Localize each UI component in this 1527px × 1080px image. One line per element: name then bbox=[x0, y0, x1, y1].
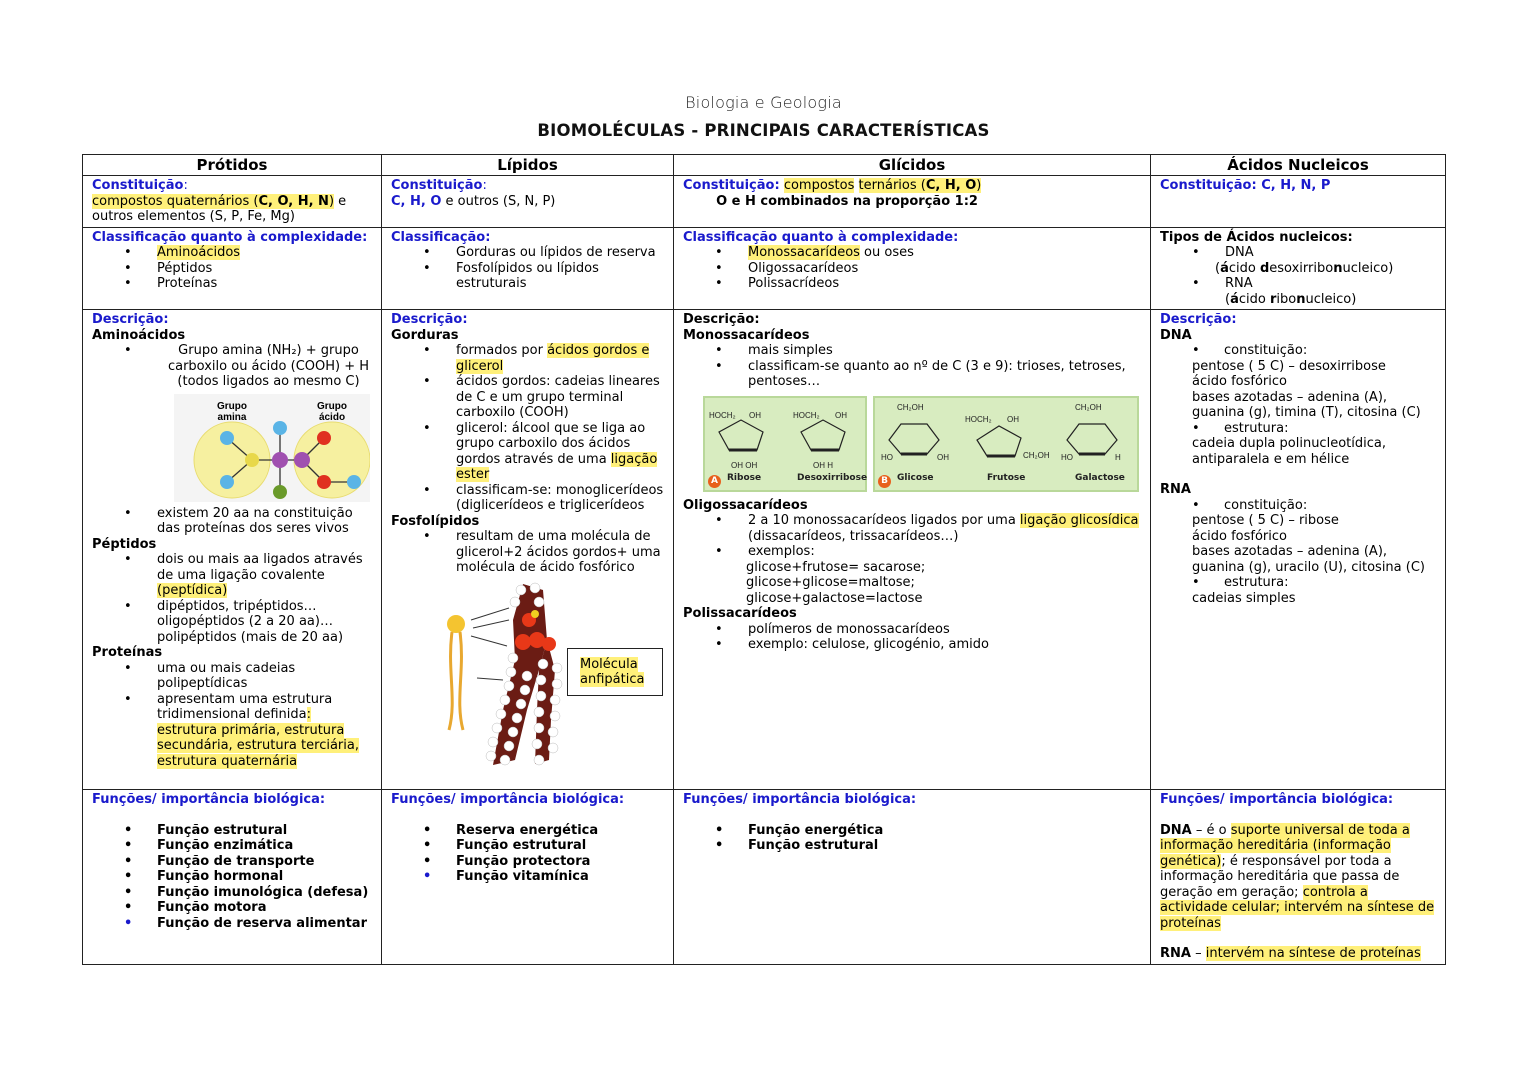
list-item: • mais simples bbox=[683, 343, 1141, 359]
subject-heading: Biologia e Geologia bbox=[685, 93, 842, 112]
glicidos-funcoes: Funções/ importância biológica: • Função energética • Função estrutural bbox=[674, 790, 1151, 965]
list-item: • Função de transporte bbox=[92, 854, 372, 870]
acidos-classificacao: Tipos de Ácidos nucleicos: • DNA (ácido desoxirribonucleico) • RNA (ácido ribonucleico) bbox=[1151, 227, 1446, 310]
svg-text:OH: OH bbox=[937, 452, 949, 462]
svg-text:HOCH₂: HOCH₂ bbox=[709, 410, 736, 420]
list-item: • exemplos: bbox=[683, 544, 1141, 560]
list-item: • glicerol: álcool que se liga ao grupo carboxilo dos ácidos gordos através de uma ligação ester bbox=[391, 421, 664, 483]
lipidos-constituicao: Constituição: C, H, O e outros (S, N, P) bbox=[382, 176, 674, 228]
list-item: • exemplo: celulose, glicogénio, amido bbox=[683, 637, 1141, 653]
list-item: • Função estrutural bbox=[391, 838, 664, 854]
list-item: • Oligossacarídeos bbox=[683, 261, 1141, 277]
svg-text:H: H bbox=[1115, 452, 1121, 462]
column-header-glicidos: Glícidos bbox=[674, 155, 1151, 176]
funcoes-row bbox=[83, 790, 1446, 965]
list-item: • 2 a 10 monossacarídeos ligados por uma ligação glicosídica (dissacarídeos, trissacarídeos…) bbox=[683, 513, 1141, 544]
glicidos-constituicao: Constituição: compostos ternários (C, H, O) O e H combinados na proporção 1:2 bbox=[674, 176, 1151, 228]
svg-text:ácido: ácido bbox=[318, 411, 346, 423]
list-item: • classificam-se quanto ao nº de C (3 e 9): trioses, tetroses, pentoses… bbox=[683, 359, 1141, 390]
list-item: • Função estrutural bbox=[92, 823, 372, 839]
svg-text:CH₂OH: CH₂OH bbox=[1023, 450, 1050, 460]
lipidos-funcoes: Funções/ importância biológica: • Reserva energética • Função estrutural • Função protectora • Função vitamínica bbox=[382, 790, 674, 965]
list-item: • existem 20 aa na constituição das proteínas dos seres vivos bbox=[92, 506, 372, 537]
list-item: • Grupo amina (NH₂) + grupo carboxilo ou ácido (COOH) + H (todos ligados ao mesmo C) bbox=[92, 343, 372, 390]
list-item: • formados por ácidos gordos e glicerol bbox=[391, 343, 664, 374]
svg-text:HO: HO bbox=[881, 452, 893, 462]
svg-text:OH: OH bbox=[835, 410, 847, 420]
list-item: • Função motora bbox=[92, 900, 372, 916]
descricao-row bbox=[83, 310, 1446, 790]
svg-text:CH₂OH: CH₂OH bbox=[897, 402, 924, 412]
svg-text:HO: HO bbox=[1061, 452, 1073, 462]
phospholipid-figure bbox=[391, 576, 664, 786]
list-item: • Função vitamínica bbox=[391, 869, 664, 885]
glicidos-classificacao: Classificação quanto à complexidade: • Monossacarídeos ou oses • Oligossacarídeos • Polissacrídeos bbox=[674, 227, 1151, 310]
amino-acid-structure-figure bbox=[174, 394, 370, 502]
list-item: • Aminoácidos bbox=[92, 245, 372, 261]
list-item: • Função de reserva alimentar bbox=[92, 916, 372, 932]
list-item: • DNA bbox=[1160, 245, 1436, 261]
svg-text:HOCH₂: HOCH₂ bbox=[965, 414, 992, 424]
list-item: • classificam-se: monoglicerídeos (diglicerídeos e triglicerídeos bbox=[391, 483, 664, 514]
hexoses-panel: CH₂OH HOCH₂ OH CH₂OH HO OH CH₂OH HO H B Glicose Frutose Galactose bbox=[873, 396, 1139, 492]
highlight: compostos quaternários (C, O, H, N) bbox=[92, 193, 335, 209]
list-item: • Gorduras ou lípidos de reserva bbox=[391, 245, 664, 261]
dna-function: DNA – é o suporte universal de toda a informação hereditária (informação genética); é responsável por toda a informação hereditária que passa de geração em geração; controla a actividade celular; intervém na síntese de proteínas bbox=[1160, 822, 1435, 931]
list-item: • Proteínas bbox=[92, 276, 372, 292]
protidos-funcoes: Funções/ importância biológica: • Função estrutural • Função enzimática • Função de transporte • Função hormonal • Função imunológica (defesa) • Função motora • Função de reserva alimentar bbox=[83, 790, 382, 965]
list-item: • uma ou mais cadeias polipeptídicas bbox=[92, 661, 372, 692]
dna-description: • constituição: pentose ( 5 C) – desoxirribose ácido fosfórico bases azotadas – adenina (A), guanina (g), timina (T), citosina (C) • estrutura: cadeia dupla polinucleotídica, antiparalela e em hélice bbox=[1192, 343, 1421, 467]
list-item: • Péptidos bbox=[92, 261, 372, 277]
page-title: BIOMOLÉCULAS - PRINCIPAIS CARACTERÍSTICAS bbox=[537, 121, 990, 140]
acidos-descricao: Descrição: DNA • constituição: pentose ( 5 C) – desoxirribose ácido fosfórico bases azotadas – adenina (A), guanina (g), timina (T), citosina (C) • estrutura: cadeia dupla polinucleotídica, antiparalela e em hélice RNA • constituição: pentose ( 5 C) – ribose ácido fosfórico bases azotadas – adenina (A), guanina (g), uracilo (U), citosina (C) • estrutura: cadeias simples bbox=[1151, 310, 1446, 790]
svg-text:amina: amina bbox=[217, 411, 247, 423]
svg-text:OH OH: OH OH bbox=[731, 460, 758, 470]
column-header-lipidos: Lípidos bbox=[382, 155, 674, 176]
list-item: • Função estrutural bbox=[683, 838, 1141, 854]
biomolecules-table bbox=[82, 154, 1446, 965]
list-item: • Monossacarídeos ou oses bbox=[683, 245, 1141, 261]
monosaccharide-structures-figure bbox=[703, 396, 1141, 492]
list-item: • dois ou mais aa ligados através de uma ligação covalente (peptídica) bbox=[92, 552, 372, 599]
acidos-constituicao: Constituição: C, H, N, P bbox=[1151, 176, 1446, 228]
header-row bbox=[83, 155, 1446, 176]
list-item: • RNA bbox=[1160, 276, 1436, 292]
list-item: • ácidos gordos: cadeias lineares de C e um grupo terminal carboxilo (COOH) bbox=[391, 374, 664, 421]
protidos-descricao: Descrição: Aminoácidos • Grupo amina (NH₂) + grupo carboxilo ou ácido (COOH) + H (todos ligados ao mesmo C) Grupo amina Grupo ácido • existem 20 aa na constituição das proteínas dos seres vivos Péptidos • dois ou mais aa ligados através de uma ligação covalente (peptídica) • dipéptidos, tripéptidos…oligopéptidos (2 a 20 aa)…polipéptidos (mais de 20 aa) Proteínas • uma ou mais cadeias polipeptídicas • apresentam uma estrutura tridimensional definida: estrutura primária, estrutura secundária, estrutura terciária, estrutura quaternária bbox=[83, 310, 382, 790]
list-item: • Função hormonal bbox=[92, 869, 372, 885]
acidos-funcoes: Funções/ importância biológica: DNA – é o suporte universal de toda a informação hereditária (informação genética); é responsável por toda a informação hereditária que passa de geração em geração; controla a actividade celular; intervém na síntese de proteínas RNA – intervém na síntese de proteínas bbox=[1151, 790, 1446, 965]
protidos-constituicao: Constituição: compostos quaternários (C, O, H, N) e outros elementos (S, P, Fe, Mg) bbox=[83, 176, 382, 228]
list-item: • dipéptidos, tripéptidos…oligopéptidos (2 a 20 aa)…polipéptidos (mais de 20 aa) bbox=[92, 599, 372, 646]
label: Constituição bbox=[92, 178, 184, 193]
label-grupo-acido: Grupo bbox=[317, 400, 347, 412]
pentoses-panel: HOCH₂ OH HOCH₂ OH OH OH OH H A Ribose Desoxirribose bbox=[703, 396, 867, 492]
rna-expansion: (ácido ribonucleico) bbox=[1225, 291, 1357, 307]
dna-expansion: (ácido desoxirribonucleico) bbox=[1215, 260, 1394, 276]
list-item: • Reserva energética bbox=[391, 823, 664, 839]
lipidos-classificacao: Classificação: • Gorduras ou lípidos de reserva • Fosfolípidos ou lípidos estruturais bbox=[382, 227, 674, 310]
rna-function: RNA – intervém na síntese de proteínas bbox=[1160, 946, 1421, 961]
oligo-examples: glicose+frutose= sacarose; glicose+glicose=maltose; glicose+galactose=lactose bbox=[746, 559, 926, 606]
list-item: • Fosfolípidos ou lípidos estruturais bbox=[391, 261, 664, 292]
amphipathic-molecule-label: Molécula anfipática bbox=[567, 648, 663, 696]
lipidos-descricao: Descrição: Gorduras • formados por ácidos gordos e glicerol • ácidos gordos: cadeias lineares de C e um grupo terminal carboxilo (COOH) • glicerol: álcool que se liga ao grupo carboxilo dos ácidos gordos através de uma ligação ester • classificam-se: monoglicerídeos (diglicerídeos e triglicerídeos Fosfolípidos • resultam de uma molécula de glicerol+2 ácidos gordos+ uma molécula de ácido fosfórico Molécula anfipática bbox=[382, 310, 674, 790]
list-item: • resultam de uma molécula de glicerol+2 ácidos gordos+ uma molécula de ácido fosfórico bbox=[391, 529, 664, 576]
rna-description: • constituição: pentose ( 5 C) – ribose ácido fosfórico bases azotadas – adenina (A), guanina (g), uracilo (U), citosina (C) • estrutura: cadeias simples bbox=[1192, 497, 1425, 606]
list-item: • polímeros de monossacarídeos bbox=[683, 622, 1141, 638]
label-grupo-amina: Grupo bbox=[217, 400, 247, 412]
list-item: • Função energética bbox=[683, 823, 1141, 839]
list-item: • Função imunológica (defesa) bbox=[92, 885, 372, 901]
list-item: • Função protectora bbox=[391, 854, 664, 870]
protidos-classificacao: Classificação quanto à complexidade: • Aminoácidos • Péptidos • Proteínas bbox=[83, 227, 382, 310]
column-header-acidos-nucleicos: Ácidos Nucleicos bbox=[1151, 155, 1446, 176]
constituicao-row bbox=[83, 176, 1446, 228]
svg-text:HOCH₂: HOCH₂ bbox=[793, 410, 820, 420]
classificacao-row bbox=[83, 227, 1446, 310]
svg-text:OH: OH bbox=[749, 410, 761, 420]
svg-text:CH₂OH: CH₂OH bbox=[1075, 402, 1102, 412]
list-item: • Função enzimática bbox=[92, 838, 372, 854]
column-header-protidos: Prótidos bbox=[83, 155, 382, 176]
list-item: • apresentam uma estrutura tridimensional definida: estrutura primária, estrutura secundária, estrutura terciária, estrutura quaternária bbox=[92, 692, 372, 770]
svg-text:OH: OH bbox=[1007, 414, 1019, 424]
svg-text:OH H: OH H bbox=[813, 460, 833, 470]
list-item: • Polissacrídeos bbox=[683, 276, 1141, 292]
glicidos-descricao: Descrição: Monossacarídeos • mais simples • classificam-se quanto ao nº de C (3 e 9): trioses, tetroses, pentoses… HOCH₂ OH HOCH₂ OH OH OH OH H A Ribose Desoxirribose CH₂OH HOCH₂ OH CH₂OH HO OH CH₂OH HO H B Glicose Frutose Galactose Oligossacarídeos • 2 a 10 monossacarídeos ligados por uma ligação glicosídica (dissacarídeos, trissacarídeos…) • exemplos: glicose+frutose= sacarose; glicose+glicose=maltose; glicose+galactose=lactose Polissacarídeos • polímeros de monossacarídeos • exemplo: celulose, glicogénio, amido bbox=[674, 310, 1151, 790]
